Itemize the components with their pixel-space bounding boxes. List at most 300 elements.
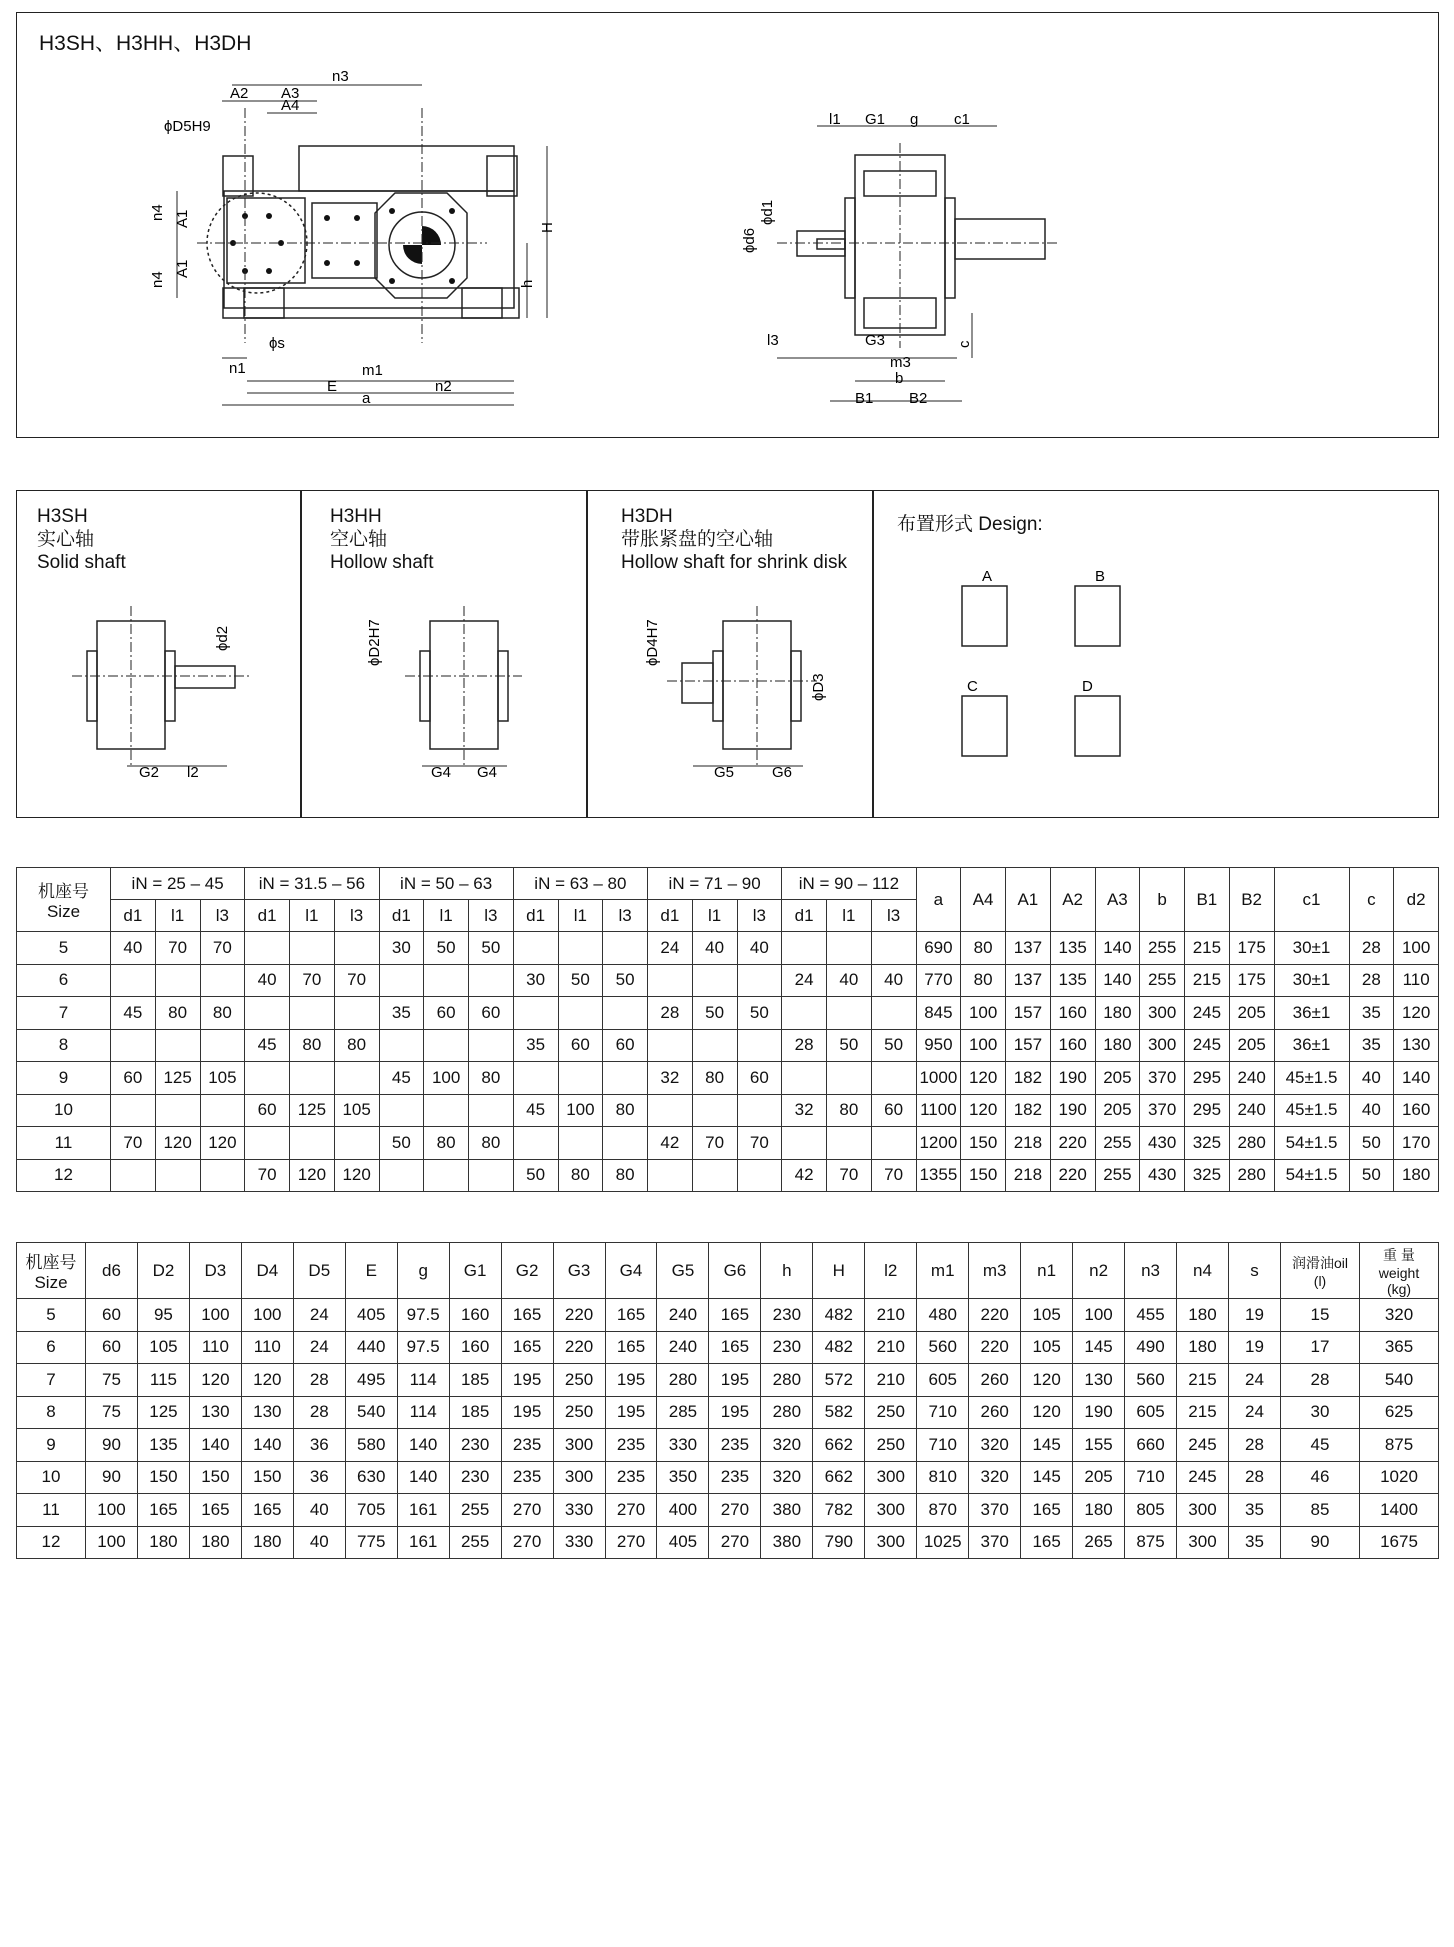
table-cell: 370 bbox=[969, 1526, 1021, 1559]
dimensions-table-2 bbox=[16, 1242, 1439, 1559]
table-cell: 195 bbox=[605, 1364, 657, 1397]
table-cell: 280 bbox=[761, 1396, 813, 1429]
table-cell bbox=[558, 997, 603, 1030]
table1-sub-header: l3 bbox=[469, 900, 514, 932]
table-cell: 70 bbox=[111, 1127, 156, 1160]
label-n3: n3 bbox=[332, 68, 349, 85]
dim-G4-left: G4 bbox=[431, 764, 452, 781]
table-cell: 110 bbox=[189, 1331, 241, 1364]
table-cell: 80 bbox=[961, 964, 1006, 997]
table-cell: 60 bbox=[86, 1331, 138, 1364]
table-cell: 60 bbox=[469, 997, 514, 1030]
table-cell: 245 bbox=[1185, 1029, 1230, 1062]
variants-panel bbox=[16, 490, 1439, 818]
table-cell bbox=[469, 1159, 514, 1192]
table-cell: 140 bbox=[397, 1429, 449, 1462]
table-cell bbox=[379, 1029, 424, 1062]
table-cell: 175 bbox=[1229, 932, 1274, 965]
table-cell: 180 bbox=[137, 1526, 189, 1559]
table-cell: 370 bbox=[1140, 1062, 1185, 1095]
table-cell: 235 bbox=[709, 1429, 761, 1462]
table-cell: 70 bbox=[290, 964, 335, 997]
table-cell: 320 bbox=[761, 1461, 813, 1494]
table-cell: 137 bbox=[1006, 964, 1051, 997]
table-cell: 120 bbox=[961, 1094, 1006, 1127]
table-cell: 45 bbox=[379, 1062, 424, 1095]
table-cell: 70 bbox=[737, 1127, 782, 1160]
table2-col-header: d6 bbox=[86, 1243, 138, 1299]
label-m3: m3 bbox=[890, 354, 911, 371]
table-cell: 300 bbox=[865, 1461, 917, 1494]
table-cell: 190 bbox=[1050, 1062, 1095, 1095]
table-cell: 80 bbox=[424, 1127, 469, 1160]
table-cell: 325 bbox=[1185, 1159, 1230, 1192]
table-row bbox=[17, 1364, 1439, 1397]
table-cell: 80 bbox=[155, 997, 200, 1030]
table-cell: 205 bbox=[1095, 1094, 1140, 1127]
table-cell: 220 bbox=[553, 1299, 605, 1332]
table-cell: 8 bbox=[17, 1396, 86, 1429]
table-cell: 50 bbox=[1349, 1127, 1394, 1160]
table-cell: 150 bbox=[189, 1461, 241, 1494]
table-cell: 215 bbox=[1177, 1364, 1229, 1397]
table-cell: 180 bbox=[189, 1526, 241, 1559]
table2-col-header: m3 bbox=[969, 1243, 1021, 1299]
table-cell bbox=[200, 1029, 245, 1062]
table-cell: 40 bbox=[1349, 1094, 1394, 1127]
design-label-b: B bbox=[1095, 568, 1106, 585]
table-cell: 482 bbox=[813, 1331, 865, 1364]
dim-G6: G6 bbox=[772, 764, 793, 781]
table-cell: 50 bbox=[827, 1029, 872, 1062]
table-cell: 80 bbox=[334, 1029, 379, 1062]
table-cell: 810 bbox=[917, 1461, 969, 1494]
table-cell: 145 bbox=[1073, 1331, 1125, 1364]
table-cell: 50 bbox=[1349, 1159, 1394, 1192]
table2-col-header: s bbox=[1228, 1243, 1280, 1299]
table-cell: 100 bbox=[424, 1062, 469, 1095]
dim-D4H7: ϕD4H7 bbox=[644, 619, 661, 666]
table-cell bbox=[827, 1127, 872, 1160]
table-cell: 572 bbox=[813, 1364, 865, 1397]
label-c: c bbox=[956, 340, 973, 348]
table-cell: 135 bbox=[1050, 964, 1095, 997]
table-cell: 560 bbox=[917, 1331, 969, 1364]
variant-h3hh: H3HH 空心轴 Hollow shaft bbox=[330, 506, 434, 573]
table2-col-header: m1 bbox=[917, 1243, 969, 1299]
table-cell bbox=[111, 1159, 156, 1192]
table-cell: 1200 bbox=[916, 1127, 961, 1160]
label-B2: B2 bbox=[909, 390, 928, 407]
table-cell: 50 bbox=[379, 1127, 424, 1160]
table-cell bbox=[469, 964, 514, 997]
table1-sub-header: d1 bbox=[513, 900, 558, 932]
table1-col-header: B2 bbox=[1229, 868, 1274, 932]
label-c1: c1 bbox=[954, 111, 970, 128]
table-cell bbox=[871, 932, 916, 965]
table1-col-header: A2 bbox=[1050, 868, 1095, 932]
table-cell: 660 bbox=[1125, 1429, 1177, 1462]
table-cell: 160 bbox=[449, 1299, 501, 1332]
table-cell: 205 bbox=[1073, 1461, 1125, 1494]
table-cell: 300 bbox=[1177, 1494, 1229, 1527]
table-cell: 45 bbox=[245, 1029, 290, 1062]
table-cell bbox=[513, 932, 558, 965]
label-A2: A2 bbox=[230, 85, 249, 102]
dim-D3: ϕD3 bbox=[810, 673, 827, 701]
table-cell: 32 bbox=[648, 1062, 693, 1095]
table-cell: 19 bbox=[1228, 1331, 1280, 1364]
dim-d2: ϕd2 bbox=[214, 625, 231, 651]
table-cell: 140 bbox=[397, 1461, 449, 1494]
table-cell bbox=[558, 1127, 603, 1160]
table-cell: 80 bbox=[827, 1094, 872, 1127]
table-cell: 140 bbox=[241, 1429, 293, 1462]
table-cell: 40 bbox=[871, 964, 916, 997]
table-cell: 220 bbox=[553, 1331, 605, 1364]
table-cell: 235 bbox=[605, 1429, 657, 1462]
table-cell: 28 bbox=[648, 997, 693, 1030]
table2-col-header: h bbox=[761, 1243, 813, 1299]
table-cell: 140 bbox=[1095, 932, 1140, 965]
table-cell: 35 bbox=[379, 997, 424, 1030]
table1-sub-header: d1 bbox=[648, 900, 693, 932]
table-cell bbox=[379, 1094, 424, 1127]
table2-col-header: D3 bbox=[189, 1243, 241, 1299]
table-cell: 100 bbox=[86, 1526, 138, 1559]
table-cell: 175 bbox=[1229, 964, 1274, 997]
table-cell: 35 bbox=[1349, 997, 1394, 1030]
label-l1: l1 bbox=[829, 111, 841, 128]
table-cell: 35 bbox=[513, 1029, 558, 1062]
table-cell: 30±1 bbox=[1274, 932, 1349, 965]
table-cell: 625 bbox=[1360, 1396, 1439, 1429]
table-cell bbox=[648, 1029, 693, 1062]
table-cell bbox=[245, 1062, 290, 1095]
table-cell: 24 bbox=[293, 1299, 345, 1332]
table-cell: 580 bbox=[345, 1429, 397, 1462]
table-cell: 1100 bbox=[916, 1094, 961, 1127]
table-cell: 300 bbox=[553, 1429, 605, 1462]
table-row bbox=[17, 1159, 1439, 1192]
label-b: b bbox=[895, 370, 904, 387]
table-cell: 270 bbox=[605, 1494, 657, 1527]
table-cell: 165 bbox=[241, 1494, 293, 1527]
table-cell: 782 bbox=[813, 1494, 865, 1527]
table-cell bbox=[648, 964, 693, 997]
table-cell: 662 bbox=[813, 1429, 865, 1462]
table-cell: 540 bbox=[1360, 1364, 1439, 1397]
table-cell: 770 bbox=[916, 964, 961, 997]
table-cell: 870 bbox=[917, 1494, 969, 1527]
table-row bbox=[17, 1299, 1439, 1332]
table-cell bbox=[155, 1159, 200, 1192]
table-cell: 120 bbox=[1394, 997, 1439, 1030]
table-cell: 40 bbox=[293, 1526, 345, 1559]
table-cell: 80 bbox=[469, 1127, 514, 1160]
table-cell: 90 bbox=[86, 1429, 138, 1462]
table-cell: 230 bbox=[449, 1429, 501, 1462]
table-cell: 110 bbox=[1394, 964, 1439, 997]
table-cell bbox=[513, 1127, 558, 1160]
table-cell: 605 bbox=[917, 1364, 969, 1397]
table-cell bbox=[648, 1159, 693, 1192]
table-cell: 582 bbox=[813, 1396, 865, 1429]
table-cell bbox=[737, 1094, 782, 1127]
label-E: E bbox=[327, 378, 338, 395]
table-cell: 50 bbox=[871, 1029, 916, 1062]
table-cell: 161 bbox=[397, 1526, 449, 1559]
table-cell bbox=[827, 997, 872, 1030]
table-row bbox=[17, 1461, 1439, 1494]
table-cell: 28 bbox=[1228, 1461, 1280, 1494]
table-cell: 80 bbox=[290, 1029, 335, 1062]
table-cell: 140 bbox=[1394, 1062, 1439, 1095]
table-cell: 875 bbox=[1125, 1526, 1177, 1559]
table-cell: 97.5 bbox=[397, 1331, 449, 1364]
table-cell: 255 bbox=[1140, 932, 1185, 965]
table-cell: 400 bbox=[657, 1494, 709, 1527]
series-title: H3SH、H3HH、H3DH bbox=[39, 32, 252, 55]
table-cell bbox=[782, 997, 827, 1030]
table-cell: 245 bbox=[1185, 997, 1230, 1030]
table-cell: 11 bbox=[17, 1494, 86, 1527]
table1-sub-header: l3 bbox=[334, 900, 379, 932]
table-cell bbox=[692, 1094, 737, 1127]
table-cell: 137 bbox=[1006, 932, 1051, 965]
table-cell: 54±1.5 bbox=[1274, 1127, 1349, 1160]
table-cell: 50 bbox=[513, 1159, 558, 1192]
table-cell: 40 bbox=[692, 932, 737, 965]
table-cell: 1675 bbox=[1360, 1526, 1439, 1559]
design-label-c: C bbox=[967, 678, 978, 695]
table-cell: 320 bbox=[969, 1429, 1021, 1462]
table-cell: 300 bbox=[1140, 997, 1185, 1030]
table1-ratio-header: iN = 71 – 90 bbox=[648, 868, 782, 900]
table-cell: 155 bbox=[1073, 1429, 1125, 1462]
table-cell: 42 bbox=[782, 1159, 827, 1192]
label-l3: l3 bbox=[767, 332, 779, 349]
table-row bbox=[17, 964, 1439, 997]
table-cell bbox=[200, 1094, 245, 1127]
table-cell bbox=[245, 932, 290, 965]
table-cell: 220 bbox=[1050, 1127, 1095, 1160]
table-cell: 46 bbox=[1281, 1461, 1360, 1494]
table-cell: 95 bbox=[137, 1299, 189, 1332]
table-row bbox=[17, 932, 1439, 965]
variant-h3dh: H3DH 带胀紧盘的空心轴 Hollow shaft for shrink disk bbox=[621, 506, 847, 573]
table-cell: 280 bbox=[657, 1364, 709, 1397]
table-cell: 45±1.5 bbox=[1274, 1094, 1349, 1127]
dim-G2: G2 bbox=[139, 764, 160, 781]
table-cell: 230 bbox=[449, 1461, 501, 1494]
table-cell: 260 bbox=[969, 1364, 1021, 1397]
table-cell: 630 bbox=[345, 1461, 397, 1494]
table-cell: 255 bbox=[449, 1494, 501, 1527]
table-cell bbox=[827, 1062, 872, 1095]
table2-col-header: n3 bbox=[1125, 1243, 1177, 1299]
table-cell: 97.5 bbox=[397, 1299, 449, 1332]
dim-D2H7: ϕD2H7 bbox=[366, 619, 383, 666]
table-cell: 36±1 bbox=[1274, 997, 1349, 1030]
table-cell: 60 bbox=[871, 1094, 916, 1127]
table-cell: 120 bbox=[961, 1062, 1006, 1095]
table-cell: 60 bbox=[111, 1062, 156, 1095]
table-cell: 9 bbox=[17, 1429, 86, 1462]
table-cell: 150 bbox=[961, 1127, 1006, 1160]
table-cell bbox=[424, 1029, 469, 1062]
dimensions-table-1 bbox=[16, 867, 1439, 1192]
table-cell: 100 bbox=[961, 997, 1006, 1030]
table-cell bbox=[379, 964, 424, 997]
table-cell: 440 bbox=[345, 1331, 397, 1364]
table-cell: 705 bbox=[345, 1494, 397, 1527]
table-cell: 130 bbox=[241, 1396, 293, 1429]
table-cell bbox=[424, 1094, 469, 1127]
table-cell: 6 bbox=[17, 1331, 86, 1364]
table-cell: 295 bbox=[1185, 1062, 1230, 1095]
design-label-a: A bbox=[982, 568, 993, 585]
table-cell: 230 bbox=[761, 1331, 813, 1364]
table-cell bbox=[200, 1159, 245, 1192]
table-cell: 125 bbox=[137, 1396, 189, 1429]
table-cell: 235 bbox=[709, 1461, 761, 1494]
table-cell: 36 bbox=[293, 1429, 345, 1462]
table1-col-header: b bbox=[1140, 868, 1185, 932]
table-cell: 245 bbox=[1177, 1461, 1229, 1494]
table-cell: 330 bbox=[553, 1494, 605, 1527]
table-cell: 540 bbox=[345, 1396, 397, 1429]
table-cell: 70 bbox=[245, 1159, 290, 1192]
table-cell: 50 bbox=[469, 932, 514, 965]
table-cell: 300 bbox=[865, 1526, 917, 1559]
table-cell: 35 bbox=[1228, 1526, 1280, 1559]
table2-col-header: l2 bbox=[865, 1243, 917, 1299]
table-cell: 7 bbox=[17, 1364, 86, 1397]
table-cell: 250 bbox=[553, 1396, 605, 1429]
table-cell: 210 bbox=[865, 1364, 917, 1397]
table1-col-header: A1 bbox=[1006, 868, 1051, 932]
table-cell: 300 bbox=[865, 1494, 917, 1527]
table-cell: 350 bbox=[657, 1461, 709, 1494]
table-cell: 165 bbox=[709, 1299, 761, 1332]
table-cell: 75 bbox=[86, 1364, 138, 1397]
table2-col-header: D2 bbox=[137, 1243, 189, 1299]
table-cell: 195 bbox=[709, 1396, 761, 1429]
table-cell: 135 bbox=[137, 1429, 189, 1462]
table-cell: 150 bbox=[241, 1461, 293, 1494]
table-cell: 50 bbox=[424, 932, 469, 965]
table-cell: 130 bbox=[189, 1396, 241, 1429]
table1-sub-header: d1 bbox=[782, 900, 827, 932]
table-cell: 28 bbox=[1349, 932, 1394, 965]
table-cell: 45 bbox=[513, 1094, 558, 1127]
table-cell: 300 bbox=[1140, 1029, 1185, 1062]
table-cell: 30 bbox=[513, 964, 558, 997]
table-row bbox=[17, 1127, 1439, 1160]
table1-col-header: a bbox=[916, 868, 961, 932]
table-cell: 114 bbox=[397, 1396, 449, 1429]
table-cell: 157 bbox=[1006, 1029, 1051, 1062]
table-cell: 1020 bbox=[1360, 1461, 1439, 1494]
table1-sub-header: l3 bbox=[737, 900, 782, 932]
table-row bbox=[17, 1494, 1439, 1527]
table-cell: 130 bbox=[1073, 1364, 1125, 1397]
table-cell: 10 bbox=[17, 1461, 86, 1494]
table-cell: 185 bbox=[449, 1364, 501, 1397]
table-cell: 80 bbox=[603, 1159, 648, 1192]
table-cell: 80 bbox=[603, 1094, 648, 1127]
design-title: 布置形式 Design: bbox=[897, 514, 1043, 535]
table-cell: 195 bbox=[605, 1396, 657, 1429]
table-cell: 60 bbox=[603, 1029, 648, 1062]
label-H: H bbox=[539, 222, 556, 233]
table-cell: 710 bbox=[917, 1429, 969, 1462]
table-cell: 280 bbox=[761, 1364, 813, 1397]
table-cell bbox=[692, 964, 737, 997]
table-cell: 60 bbox=[424, 997, 469, 1030]
table-cell: 125 bbox=[155, 1062, 200, 1095]
table1-col-header: A3 bbox=[1095, 868, 1140, 932]
table-cell: 330 bbox=[553, 1526, 605, 1559]
table-cell bbox=[737, 1159, 782, 1192]
table-cell: 165 bbox=[501, 1331, 553, 1364]
table-cell bbox=[737, 964, 782, 997]
table-cell: 120 bbox=[200, 1127, 245, 1160]
table-cell: 50 bbox=[692, 997, 737, 1030]
table-cell: 125 bbox=[290, 1094, 335, 1127]
table1-sub-header: l1 bbox=[155, 900, 200, 932]
table2-weight-header: 重 量 weight (kg) bbox=[1360, 1243, 1439, 1299]
table2-col-header: G2 bbox=[501, 1243, 553, 1299]
label-n2: n2 bbox=[435, 378, 452, 395]
table1-ratio-header: iN = 50 – 63 bbox=[379, 868, 513, 900]
table-cell: 215 bbox=[1185, 964, 1230, 997]
table1-col-header: B1 bbox=[1185, 868, 1230, 932]
table-cell: 325 bbox=[1185, 1127, 1230, 1160]
table-cell: 30 bbox=[379, 932, 424, 965]
table-cell: 105 bbox=[334, 1094, 379, 1127]
label-s: ϕs bbox=[269, 335, 285, 352]
table-cell: 45 bbox=[111, 997, 156, 1030]
table-cell: 120 bbox=[1021, 1364, 1073, 1397]
table-cell: 270 bbox=[709, 1526, 761, 1559]
table-cell: 190 bbox=[1050, 1094, 1095, 1127]
table-cell: 45±1.5 bbox=[1274, 1062, 1349, 1095]
table-cell bbox=[111, 1094, 156, 1127]
label-B1: B1 bbox=[855, 390, 874, 407]
table-cell: 120 bbox=[334, 1159, 379, 1192]
table-cell: 165 bbox=[137, 1494, 189, 1527]
table2-col-header: G3 bbox=[553, 1243, 605, 1299]
table-cell: 455 bbox=[1125, 1299, 1177, 1332]
table-cell: 105 bbox=[1021, 1299, 1073, 1332]
table-cell: 24 bbox=[293, 1331, 345, 1364]
table-cell: 12 bbox=[17, 1526, 86, 1559]
table-cell: 195 bbox=[501, 1396, 553, 1429]
table-cell: 70 bbox=[334, 964, 379, 997]
table-cell: 115 bbox=[137, 1364, 189, 1397]
table2-col-header: D4 bbox=[241, 1243, 293, 1299]
table-cell: 185 bbox=[449, 1396, 501, 1429]
table-cell bbox=[469, 1029, 514, 1062]
table-cell: 24 bbox=[648, 932, 693, 965]
table-cell: 235 bbox=[501, 1461, 553, 1494]
table2-size-header: 机座号 Size bbox=[17, 1243, 86, 1299]
table1-sub-header: l1 bbox=[692, 900, 737, 932]
table2-col-header: G4 bbox=[605, 1243, 657, 1299]
table-cell: 160 bbox=[1050, 1029, 1095, 1062]
